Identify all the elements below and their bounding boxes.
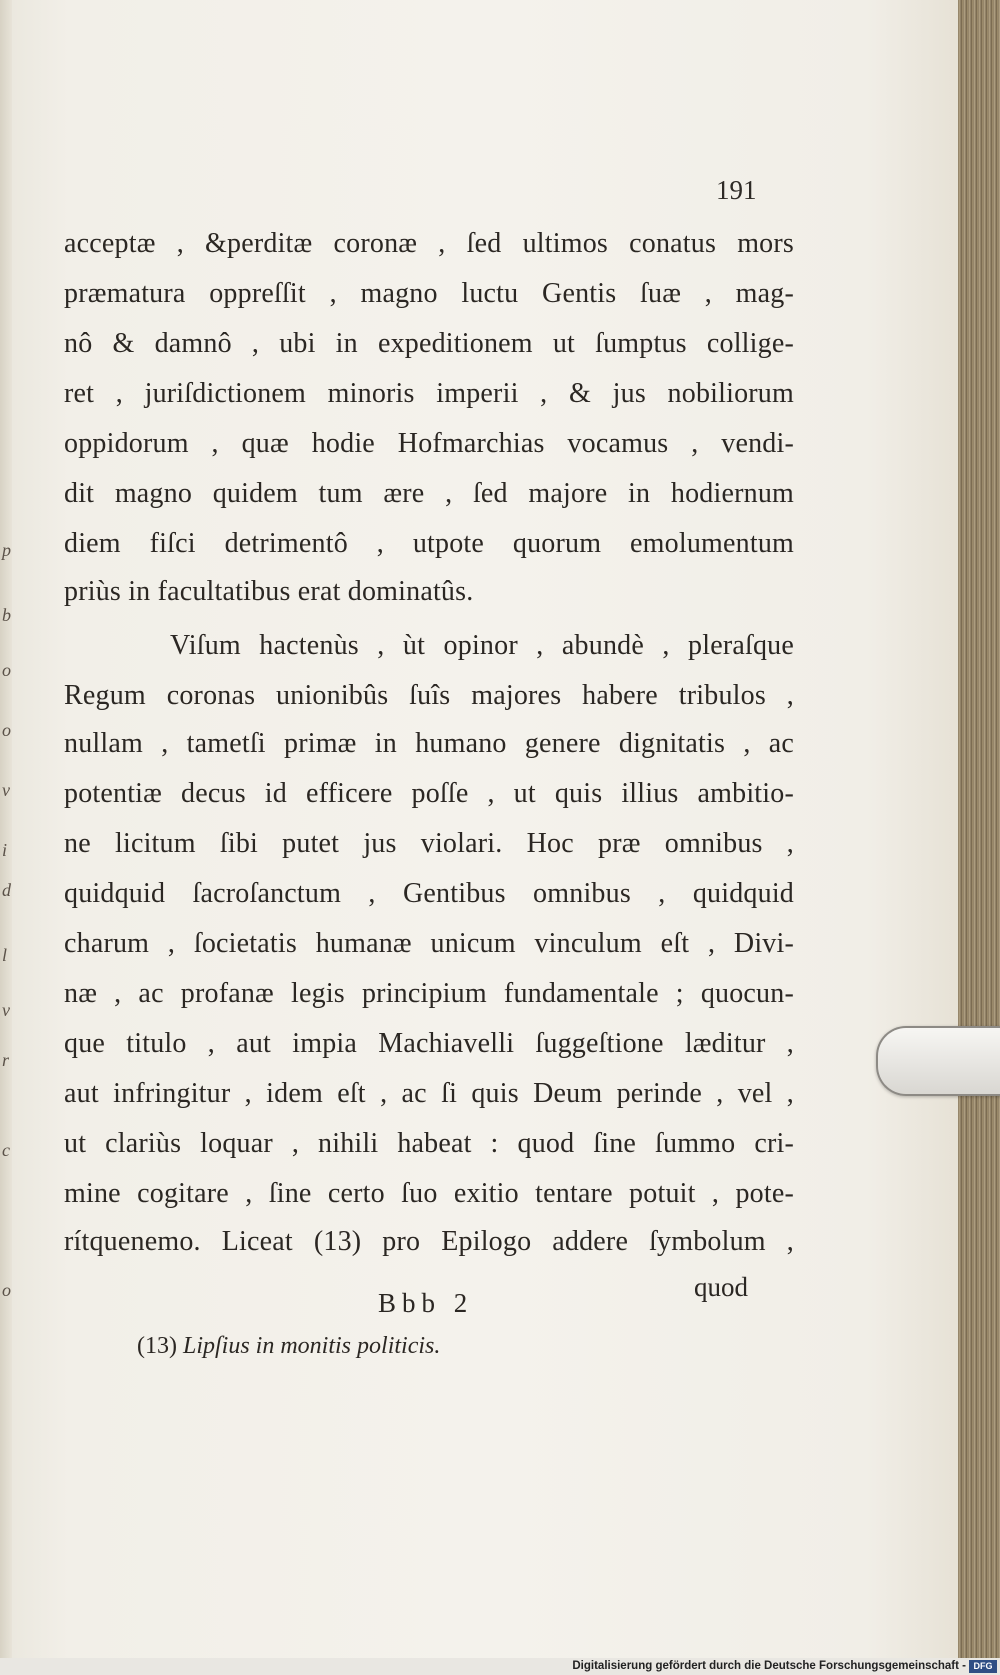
paper-clip — [876, 1026, 1000, 1096]
text-line: que titulo , aut impia Machiavelli ſuggeſtione læditur , — [64, 1028, 794, 1059]
margin-letter: o — [2, 1280, 11, 1300]
footer-banner — [0, 1658, 1000, 1675]
margin-letter: c — [2, 1140, 10, 1160]
text-line: Regum coronas unionibûs ſuîs majores habere tribulos , — [64, 680, 794, 711]
margin-letter: d — [2, 880, 11, 900]
text-line: nô & damnô , ubi in expeditionem ut ſumptus collige- — [64, 328, 794, 359]
text-line: charum , ſocietatis humanæ unicum vinculum eſt , Divi- — [64, 928, 794, 959]
page-number: 191 — [716, 175, 757, 205]
dfg-logo: DFG — [969, 1660, 997, 1673]
text-line: acceptæ , &perditæ coronæ , ſed ultimos conatus mors — [64, 228, 794, 259]
margin-letter: p — [2, 540, 11, 560]
text-line: Viſum hactenùs , ùt opinor , abundè , pleraſque — [170, 630, 794, 661]
margin-letter: i — [2, 840, 8, 860]
text-line: nullam , tametſi primæ in humano genere dignitatis , ac — [64, 728, 794, 759]
margin-letter: v — [2, 1000, 10, 1020]
text-line: ret , juriſdictionem minoris imperii , & jus nobiliorum — [64, 378, 794, 409]
text-line: diem fiſci detrimentô , utpote quorum emolumentum — [64, 528, 794, 559]
page-edges — [958, 0, 1000, 1660]
footer-credit: Digitalisierung gefördert durch die Deutsche Forschungsgemeinschaft - — [572, 1660, 966, 1672]
text-line: præmatura oppreſſit , magno luctu Gentis ſuæ , mag- — [64, 278, 794, 309]
signature-mark: Bbb 2 — [378, 1288, 474, 1318]
text-line: oppidorum , quæ hodie Hofmarchias vocamus , vendi- — [64, 428, 794, 459]
text-line: mine cogitare , ſine certo ſuo exitio tentare potuit , pote- — [64, 1178, 794, 1209]
text-line: priùs in facultatibus erat dominatûs. — [64, 576, 474, 607]
margin-letter: v — [2, 780, 10, 800]
footnote — [137, 1333, 440, 1360]
text-line: rítquenemo. Liceat (13) pro Epilogo addere ſymbolum , — [64, 1226, 794, 1257]
footnote-mark: (13) — [137, 1333, 177, 1359]
margin-letter: l — [2, 945, 8, 965]
text-line: potentiæ decus id efficere poſſe , ut quis illius ambitio- — [64, 778, 794, 809]
text-line: dit magno quidem tum ære , ſed majore in hodiernum — [64, 478, 794, 509]
margin-letter: b — [2, 605, 11, 625]
footnote-text: Lipſius in monitis politicis. — [182, 1333, 441, 1359]
margin-letter: o — [2, 720, 11, 740]
text-line: quidquid ſacroſanctum , Gentibus omnibus , quidquid — [64, 878, 794, 909]
catchword: quod — [694, 1272, 748, 1302]
margin-letter: o — [2, 660, 11, 680]
text-line: aut infringitur , idem eſt , ac ſi quis Deum perinde , vel , — [64, 1078, 794, 1109]
text-line: næ , ac profanæ legis principium fundamentale ; quocun- — [64, 978, 794, 1009]
text-line: ut clariùs loquar , nihili habeat : quod ſine ſummo cri- — [64, 1128, 794, 1159]
text-line: ne licitum ſibi putet jus violari. Hoc præ omnibus , — [64, 828, 794, 859]
margin-letter: r — [2, 1050, 10, 1070]
